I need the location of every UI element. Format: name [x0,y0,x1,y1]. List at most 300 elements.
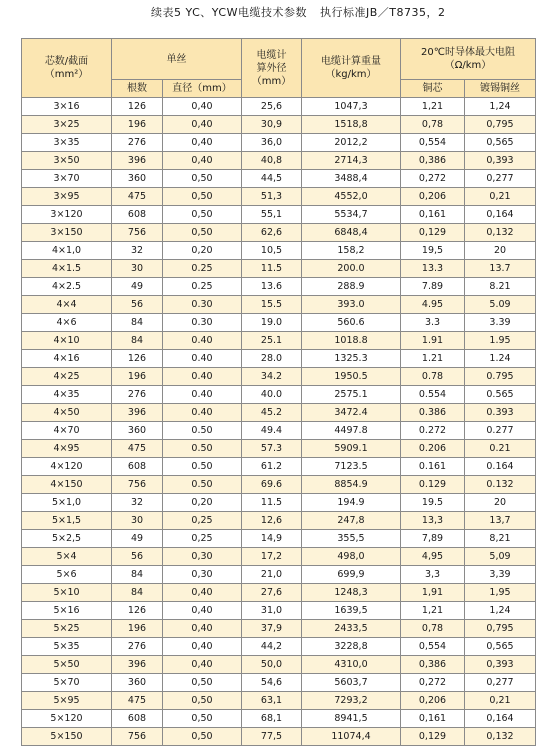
cell-section: 5×50 [22,656,112,674]
cell-wire-count: 196 [112,116,163,134]
cell-weight: 2575.1 [302,386,401,404]
cell-weight: 288.9 [302,278,401,296]
cell-wire-count: 84 [112,566,163,584]
cell-copper-resistance: 0.129 [401,476,465,494]
table-row [22,422,536,440]
cell-outer-diameter: 25,6 [242,98,302,116]
cell-wire-diameter: 0.25 [163,260,242,278]
cell-tinned-resistance: 0,164 [465,206,536,224]
cell-weight: 2714,3 [302,152,401,170]
cell-section: 4×1,0 [22,242,112,260]
cell-wire-diameter: 0.50 [163,458,242,476]
cable-parameters-table [21,38,536,746]
cell-outer-diameter: 55,1 [242,206,302,224]
cell-copper-resistance: 0,554 [401,134,465,152]
table-row [22,296,536,314]
cell-outer-diameter: 36,0 [242,134,302,152]
cell-outer-diameter: 30,9 [242,116,302,134]
cell-section: 3×50 [22,152,112,170]
cell-wire-count: 84 [112,584,163,602]
cell-tinned-resistance: 0,565 [465,134,536,152]
table-row [22,602,536,620]
cell-outer-diameter: 51,3 [242,188,302,206]
cell-outer-diameter: 77,5 [242,728,302,746]
table-row [22,530,536,548]
cell-wire-diameter: 0.30 [163,314,242,332]
cell-outer-diameter: 14,9 [242,530,302,548]
cell-tinned-resistance: 0,132 [465,728,536,746]
cell-wire-diameter: 0,50 [163,692,242,710]
cell-section: 3×25 [22,116,112,134]
cell-copper-resistance: 0,129 [401,224,465,242]
cell-wire-count: 756 [112,728,163,746]
cell-section: 3×95 [22,188,112,206]
cell-copper-resistance: 0,206 [401,692,465,710]
header-copper-label: 铜芯 [422,83,443,94]
cell-tinned-resistance: 13,7 [465,512,536,530]
cell-wire-diameter: 0,25 [163,512,242,530]
header-section-label: 芯数/截面 （mm²） [44,56,89,80]
table-row [22,188,536,206]
cell-wire-count: 126 [112,602,163,620]
cell-wire-count: 49 [112,530,163,548]
cell-outer-diameter: 57.3 [242,440,302,458]
cell-tinned-resistance: 0.565 [465,386,536,404]
cell-section: 4×10 [22,332,112,350]
cell-copper-resistance: 0.161 [401,458,465,476]
cell-wire-count: 360 [112,422,163,440]
cell-weight: 4310,0 [302,656,401,674]
cell-wire-diameter: 0,50 [163,728,242,746]
cell-tinned-resistance: 0,565 [465,638,536,656]
table-row [22,710,536,728]
cell-wire-count: 126 [112,98,163,116]
cell-weight: 7123.5 [302,458,401,476]
cell-weight: 3228,8 [302,638,401,656]
cell-outer-diameter: 25.1 [242,332,302,350]
cell-copper-resistance: 0.206 [401,440,465,458]
cell-weight: 393.0 [302,296,401,314]
cell-wire-count: 56 [112,548,163,566]
header-resistance-label: 20℃时导体最大电阻 （Ω/km） [421,47,515,71]
cell-outer-diameter: 15.5 [242,296,302,314]
cell-wire-diameter: 0.50 [163,440,242,458]
cell-outer-diameter: 54,6 [242,674,302,692]
table-row [22,206,536,224]
cell-section: 4×25 [22,368,112,386]
cell-weight: 8941,5 [302,710,401,728]
cell-wire-diameter: 0,40 [163,620,242,638]
cell-wire-count: 276 [112,638,163,656]
cell-wire-diameter: 0,40 [163,98,242,116]
cell-wire-diameter: 0.25 [163,278,242,296]
header-single-wire-label: 单丝 [166,53,187,65]
cell-weight: 2433,5 [302,620,401,638]
cell-outer-diameter: 37,9 [242,620,302,638]
cell-wire-count: 396 [112,152,163,170]
cell-wire-count: 756 [112,224,163,242]
cell-wire-count: 196 [112,620,163,638]
table-row [22,332,536,350]
table-row [22,674,536,692]
cell-outer-diameter: 13.6 [242,278,302,296]
cell-outer-diameter: 63,1 [242,692,302,710]
standard-reference: 执行标准JB／T8735，2 [320,6,446,19]
table-row [22,350,536,368]
cell-wire-diameter: 0.40 [163,368,242,386]
cell-wire-diameter: 0,30 [163,548,242,566]
cell-copper-resistance: 19,5 [401,242,465,260]
cell-outer-diameter: 17,2 [242,548,302,566]
table-row [22,404,536,422]
cell-weight: 699,9 [302,566,401,584]
cell-weight: 1950.5 [302,368,401,386]
cell-wire-count: 360 [112,674,163,692]
cell-weight: 3488,4 [302,170,401,188]
cell-section: 5×2,5 [22,530,112,548]
cell-copper-resistance: 3,3 [401,566,465,584]
cell-section: 4×1.5 [22,260,112,278]
cell-tinned-resistance: 0,795 [465,116,536,134]
cell-wire-count: 608 [112,458,163,476]
cell-weight: 1248,3 [302,584,401,602]
cell-section: 4×4 [22,296,112,314]
table-row [22,224,536,242]
cell-tinned-resistance: 1,95 [465,584,536,602]
header-outer-diameter [242,39,302,98]
cell-outer-diameter: 68,1 [242,710,302,728]
cell-weight: 1639,5 [302,602,401,620]
cell-outer-diameter: 61.2 [242,458,302,476]
table-row [22,134,536,152]
cell-wire-count: 126 [112,350,163,368]
cell-section: 5×6 [22,566,112,584]
cell-outer-diameter: 12,6 [242,512,302,530]
table-row [22,386,536,404]
cell-weight: 498,0 [302,548,401,566]
cell-wire-diameter: 0.50 [163,422,242,440]
cell-wire-count: 30 [112,260,163,278]
cell-copper-resistance: 0,554 [401,638,465,656]
cell-copper-resistance: 0,206 [401,188,465,206]
table-row [22,476,536,494]
cell-outer-diameter: 11.5 [242,260,302,278]
cell-copper-resistance: 1,21 [401,98,465,116]
cell-outer-diameter: 27,6 [242,584,302,602]
cell-section: 4×50 [22,404,112,422]
document-title [0,0,555,26]
cell-copper-resistance: 0,78 [401,620,465,638]
cell-wire-diameter: 0.40 [163,332,242,350]
table-row [22,494,536,512]
cell-tinned-resistance: 0,132 [465,224,536,242]
cell-weight: 5909.1 [302,440,401,458]
cell-wire-count: 396 [112,404,163,422]
table-row [22,368,536,386]
table-body [22,98,536,746]
cell-tinned-resistance: 20 [465,494,536,512]
cell-weight: 1018.8 [302,332,401,350]
cell-copper-resistance: 13,3 [401,512,465,530]
cell-section: 4×70 [22,422,112,440]
cell-weight: 2012,2 [302,134,401,152]
cell-weight: 158,2 [302,242,401,260]
cell-outer-diameter: 49.4 [242,422,302,440]
header-count [112,80,163,98]
cell-section: 4×16 [22,350,112,368]
header-section [22,39,112,98]
cell-weight: 200.0 [302,260,401,278]
cell-tinned-resistance: 0,795 [465,620,536,638]
cell-copper-resistance: 0,272 [401,674,465,692]
cell-section: 4×6 [22,314,112,332]
cell-copper-resistance: 0,161 [401,710,465,728]
header-weight [302,39,401,98]
cell-section: 3×35 [22,134,112,152]
cell-wire-diameter: 0.40 [163,386,242,404]
cell-wire-diameter: 0,40 [163,656,242,674]
table-header [22,39,536,98]
cell-copper-resistance: 0,78 [401,116,465,134]
cell-tinned-resistance: 1,24 [465,602,536,620]
cell-tinned-resistance: 5,09 [465,548,536,566]
table-row [22,170,536,188]
cell-wire-count: 608 [112,710,163,728]
cell-outer-diameter: 44,2 [242,638,302,656]
cell-copper-resistance: 0,272 [401,170,465,188]
header-copper [401,80,465,98]
cell-wire-count: 32 [112,242,163,260]
cell-copper-resistance: 13.3 [401,260,465,278]
cell-wire-count: 475 [112,692,163,710]
cell-copper-resistance: 7,89 [401,530,465,548]
cell-weight: 5534,7 [302,206,401,224]
cell-tinned-resistance: 0,277 [465,674,536,692]
cell-wire-count: 756 [112,476,163,494]
cell-copper-resistance: 0.78 [401,368,465,386]
cell-wire-diameter: 0,40 [163,152,242,170]
cell-tinned-resistance: 0.393 [465,404,536,422]
cell-section: 4×120 [22,458,112,476]
cell-copper-resistance: 4,95 [401,548,465,566]
table-row [22,440,536,458]
cell-section: 5×120 [22,710,112,728]
cell-copper-resistance: 0.386 [401,404,465,422]
cell-wire-count: 30 [112,512,163,530]
cell-tinned-resistance: 0.795 [465,368,536,386]
table-row [22,98,536,116]
cell-wire-diameter: 0,50 [163,710,242,728]
cell-wire-count: 196 [112,368,163,386]
cell-weight: 3472.4 [302,404,401,422]
cell-weight: 7293,2 [302,692,401,710]
table-row [22,314,536,332]
cell-wire-diameter: 0,50 [163,170,242,188]
cell-wire-diameter: 0,40 [163,638,242,656]
cell-outer-diameter: 40,8 [242,152,302,170]
cell-section: 3×16 [22,98,112,116]
cell-outer-diameter: 28.0 [242,350,302,368]
cell-weight: 8854.9 [302,476,401,494]
table-title: 续表5 YC、YCW电缆技术参数 [151,6,307,19]
cell-section: 4×2.5 [22,278,112,296]
table-row [22,458,536,476]
cell-copper-resistance: 3.3 [401,314,465,332]
cell-wire-diameter: 0,25 [163,530,242,548]
cell-tinned-resistance: 0.277 [465,422,536,440]
cell-tinned-resistance: 0,393 [465,152,536,170]
cell-tinned-resistance: 0,21 [465,692,536,710]
cell-wire-diameter: 0,50 [163,206,242,224]
cell-outer-diameter: 34.2 [242,368,302,386]
cell-section: 5×70 [22,674,112,692]
cell-wire-count: 56 [112,296,163,314]
table-row [22,548,536,566]
cell-section: 5×1,0 [22,494,112,512]
cell-section: 5×95 [22,692,112,710]
cell-tinned-resistance: 0,277 [465,170,536,188]
cell-weight: 4552,0 [302,188,401,206]
cell-tinned-resistance: 1,24 [465,98,536,116]
cell-wire-diameter: 0,20 [163,494,242,512]
cell-wire-diameter: 0,40 [163,134,242,152]
cell-weight: 194.9 [302,494,401,512]
cell-wire-diameter: 0,50 [163,674,242,692]
cell-weight: 11074,4 [302,728,401,746]
cell-copper-resistance: 1.21 [401,350,465,368]
cell-tinned-resistance: 8,21 [465,530,536,548]
cell-section: 3×120 [22,206,112,224]
cell-tinned-resistance: 0,393 [465,656,536,674]
cell-wire-count: 276 [112,386,163,404]
cell-tinned-resistance: 3,39 [465,566,536,584]
cell-tinned-resistance: 1.95 [465,332,536,350]
cell-wire-diameter: 0,40 [163,602,242,620]
cell-weight: 4497.8 [302,422,401,440]
table-row [22,260,536,278]
cell-outer-diameter: 11.5 [242,494,302,512]
cell-tinned-resistance: 0.164 [465,458,536,476]
cell-weight: 247,8 [302,512,401,530]
cell-outer-diameter: 19.0 [242,314,302,332]
header-outer-diameter-label: 电缆计 算外径 （mm） [251,49,292,87]
table-row [22,638,536,656]
cell-tinned-resistance: 5.09 [465,296,536,314]
cell-tinned-resistance: 20 [465,242,536,260]
cell-copper-resistance: 1,21 [401,602,465,620]
cell-copper-resistance: 0.272 [401,422,465,440]
cell-outer-diameter: 40.0 [242,386,302,404]
cell-copper-resistance: 7.89 [401,278,465,296]
cell-weight: 1325.3 [302,350,401,368]
cell-section: 5×150 [22,728,112,746]
cell-copper-resistance: 0,386 [401,656,465,674]
header-single-wire [112,39,242,80]
cell-section: 3×150 [22,224,112,242]
cell-section: 5×4 [22,548,112,566]
cell-section: 5×10 [22,584,112,602]
cell-copper-resistance: 1.91 [401,332,465,350]
cell-copper-resistance: 1,91 [401,584,465,602]
cell-tinned-resistance: 0,21 [465,188,536,206]
cell-weight: 1047,3 [302,98,401,116]
cell-wire-count: 49 [112,278,163,296]
cell-section: 5×1,5 [22,512,112,530]
cell-wire-diameter: 0,30 [163,566,242,584]
cell-weight: 1518,8 [302,116,401,134]
cell-outer-diameter: 45.2 [242,404,302,422]
cell-copper-resistance: 19.5 [401,494,465,512]
cell-wire-diameter: 0.40 [163,404,242,422]
cell-wire-diameter: 0,20 [163,242,242,260]
table-row [22,656,536,674]
cell-outer-diameter: 62,6 [242,224,302,242]
cell-wire-count: 84 [112,332,163,350]
header-tinned-copper [465,80,536,98]
cell-wire-count: 360 [112,170,163,188]
cell-tinned-resistance: 8.21 [465,278,536,296]
cell-section: 5×16 [22,602,112,620]
cell-tinned-resistance: 13.7 [465,260,536,278]
table-row [22,728,536,746]
cell-wire-diameter: 0,50 [163,224,242,242]
cell-outer-diameter: 50,0 [242,656,302,674]
cell-outer-diameter: 21,0 [242,566,302,584]
cell-copper-resistance: 0.554 [401,386,465,404]
table-row [22,584,536,602]
cell-wire-count: 475 [112,188,163,206]
cell-wire-diameter: 0,50 [163,188,242,206]
header-weight-label: 电缆计算重量 （kg/km） [321,56,381,80]
cell-wire-count: 475 [112,440,163,458]
cell-tinned-resistance: 0,164 [465,710,536,728]
cell-outer-diameter: 69.6 [242,476,302,494]
cell-section: 4×95 [22,440,112,458]
cell-section: 5×25 [22,620,112,638]
cell-wire-count: 608 [112,206,163,224]
cell-wire-diameter: 0,40 [163,116,242,134]
cell-copper-resistance: 0,161 [401,206,465,224]
header-tinned-copper-label: 镀锡铜丝 [480,83,520,94]
cell-weight: 5603,7 [302,674,401,692]
header-resistance [401,39,536,80]
cell-weight: 6848,4 [302,224,401,242]
table-row [22,278,536,296]
table-row [22,620,536,638]
cell-weight: 560.6 [302,314,401,332]
header-diameter-label: 直径（mm） [172,83,232,94]
cell-weight: 355,5 [302,530,401,548]
cell-wire-count: 84 [112,314,163,332]
cell-outer-diameter: 31,0 [242,602,302,620]
cell-section: 5×35 [22,638,112,656]
cell-tinned-resistance: 3.39 [465,314,536,332]
cell-wire-count: 396 [112,656,163,674]
table-row [22,692,536,710]
cell-section: 4×35 [22,386,112,404]
table-row [22,566,536,584]
cell-copper-resistance: 0,129 [401,728,465,746]
table-row [22,152,536,170]
cell-wire-count: 276 [112,134,163,152]
table-row [22,242,536,260]
cell-wire-diameter: 0,40 [163,584,242,602]
cell-wire-diameter: 0.30 [163,296,242,314]
header-diameter [163,80,242,98]
header-count-label: 根数 [127,83,147,94]
cell-wire-diameter: 0.50 [163,476,242,494]
cell-section: 3×70 [22,170,112,188]
